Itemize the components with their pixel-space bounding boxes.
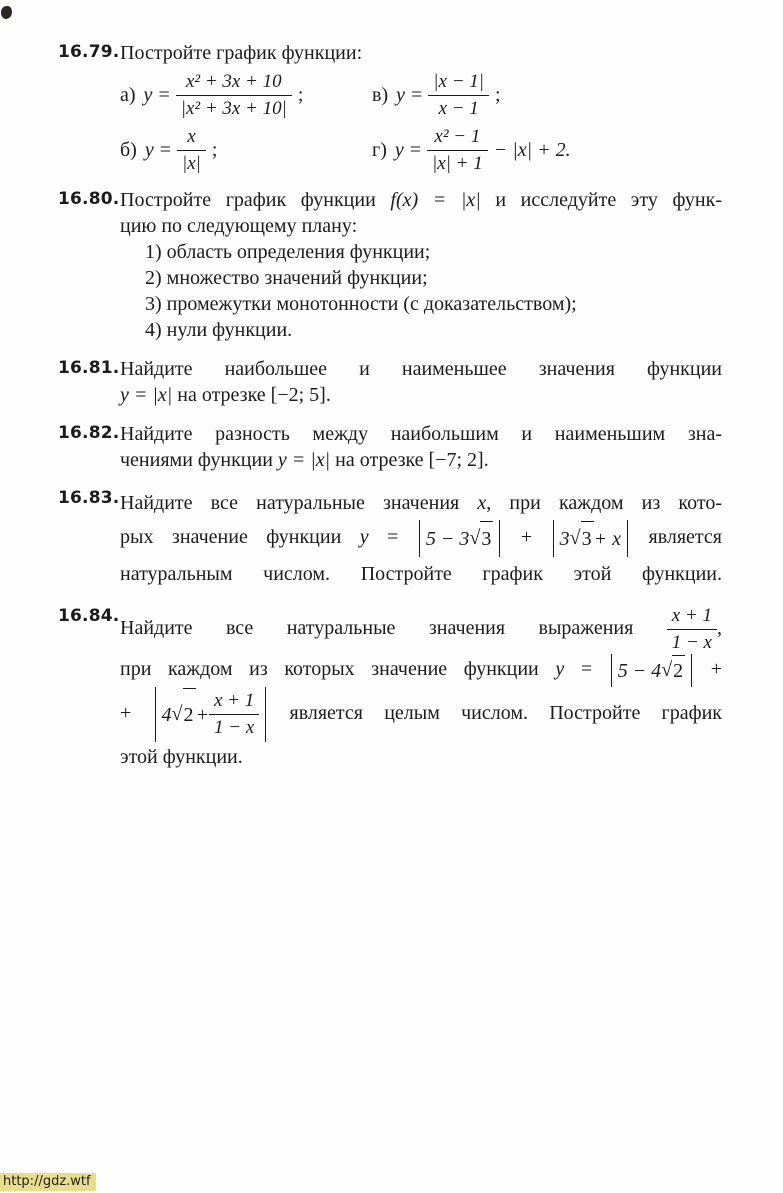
text-segment: является целым числом. Постройте график bbox=[289, 702, 723, 725]
numerator: x + 1 bbox=[209, 690, 259, 715]
text-line bbox=[120, 447, 722, 473]
fraction bbox=[428, 71, 489, 120]
text-line: цию по следующему плану: bbox=[120, 215, 358, 238]
numerator: |x − 1| bbox=[428, 71, 489, 96]
sqrt-radical bbox=[469, 521, 493, 556]
math-var: y bbox=[359, 526, 369, 549]
problem-title: Постройте график функции: bbox=[120, 42, 363, 64]
equals-sign: = bbox=[387, 526, 399, 549]
denominator: |x| + 1 bbox=[432, 152, 483, 174]
punctuation: ; bbox=[494, 83, 501, 106]
problem-number: 16.83. bbox=[58, 488, 120, 509]
punctuation: ; bbox=[297, 83, 304, 106]
problem-16-80 bbox=[58, 187, 722, 343]
text-segment: чениями функции bbox=[120, 449, 273, 472]
abs-group bbox=[611, 654, 692, 687]
problem-16-82 bbox=[58, 421, 722, 473]
numerator: x + 1 bbox=[667, 605, 717, 630]
equals-sign: = bbox=[411, 83, 423, 106]
math-segment: + bbox=[195, 703, 209, 726]
text-line: натуральным числом. Постройте график этой функции. bbox=[120, 563, 722, 586]
math-segment: 5 − 3 bbox=[425, 527, 470, 550]
plus-sign: + bbox=[710, 658, 723, 681]
problem-16-84 bbox=[58, 604, 722, 772]
math-inline: y = |x| bbox=[120, 384, 173, 407]
punctuation: ; bbox=[211, 138, 218, 161]
equals-sign: = bbox=[158, 83, 170, 106]
text-segment: при каждом из которых значение функции bbox=[120, 658, 539, 681]
radical-sign: √ bbox=[469, 527, 481, 550]
problem-body bbox=[120, 486, 722, 591]
equals-sign: = bbox=[159, 138, 172, 161]
plan-list bbox=[145, 239, 722, 343]
text-segment: на отрезке [−7; 2]. bbox=[335, 449, 489, 472]
math-segment: 4 bbox=[161, 703, 172, 726]
problem-body bbox=[120, 356, 722, 408]
math-var: y bbox=[396, 83, 405, 106]
math-var: y bbox=[143, 83, 153, 106]
text-line bbox=[120, 382, 722, 408]
formula-b bbox=[120, 126, 372, 175]
plus-sign: + bbox=[520, 526, 533, 549]
text-line bbox=[120, 604, 722, 654]
list-item: 1) область определения функции; bbox=[145, 241, 431, 264]
list-item: 3) промежутки монотонности (с доказательством); bbox=[145, 293, 577, 316]
problem-number: 16.80. bbox=[58, 189, 120, 210]
math-tail: − |x| + 2. bbox=[493, 138, 571, 161]
fraction bbox=[176, 71, 292, 120]
denominator: 1 − x bbox=[671, 632, 712, 654]
text-line: Найдите разность между наибольшим и наименьшим зна- bbox=[120, 423, 722, 446]
problem-body bbox=[120, 40, 722, 174]
math-var: y bbox=[144, 138, 154, 161]
sqrt-radical bbox=[172, 688, 196, 741]
math-segment: 3 bbox=[559, 527, 570, 550]
problem-16-83 bbox=[58, 486, 722, 591]
item-label: г) bbox=[372, 138, 387, 161]
text-segment: Постройте график функции bbox=[120, 189, 376, 212]
formula-v bbox=[372, 71, 571, 120]
problem-16-81 bbox=[58, 356, 722, 408]
denominator: |x| bbox=[182, 152, 201, 174]
problem-number: 16.81. bbox=[58, 358, 120, 379]
math-inline: y = |x| bbox=[277, 449, 331, 472]
list-item: 2) множество значений функции; bbox=[145, 267, 428, 290]
formula-grid bbox=[120, 71, 722, 174]
text-segment: на отрезке [−2; 5]. bbox=[177, 384, 331, 407]
math-line bbox=[120, 520, 722, 557]
problem-body bbox=[120, 421, 722, 473]
radical-sign: √ bbox=[171, 703, 183, 726]
math-inline: f(x) = |x| bbox=[390, 189, 481, 212]
fraction bbox=[209, 690, 259, 739]
text-segment: является bbox=[648, 526, 722, 549]
math-line bbox=[120, 687, 722, 742]
radicand: 2 bbox=[672, 655, 685, 686]
numerator: x² − 1 bbox=[427, 126, 488, 151]
text-segment: рых значение функции bbox=[120, 526, 342, 549]
radicand: 3 bbox=[480, 521, 493, 556]
watermark-link[interactable]: http://gdz.wtf bbox=[0, 1173, 96, 1191]
sqrt-radical bbox=[570, 521, 594, 556]
math-segment: + x bbox=[593, 527, 622, 550]
formula-a bbox=[120, 71, 372, 120]
text-segment: Найдите все натуральные значения bbox=[120, 492, 460, 515]
denominator: x − 1 bbox=[438, 97, 479, 119]
radical-sign: √ bbox=[661, 659, 673, 682]
list-item: 4) нули функции. bbox=[145, 319, 293, 342]
problem-body bbox=[120, 187, 722, 343]
abs-group bbox=[553, 520, 628, 557]
problem-number: 16.79. bbox=[58, 42, 120, 62]
text-line: Найдите наибольшее и наименьшее значения функции bbox=[120, 358, 722, 381]
plus-sign: + bbox=[120, 702, 132, 725]
sqrt-radical bbox=[661, 655, 685, 686]
math-segment: 5 − 4 bbox=[617, 659, 662, 682]
text-line: этой функции. bbox=[120, 746, 243, 769]
fraction bbox=[177, 126, 206, 175]
fraction bbox=[427, 126, 488, 175]
equals-sign: = bbox=[580, 658, 593, 681]
text-line bbox=[120, 187, 722, 213]
formula-g bbox=[372, 126, 571, 175]
problem-number: 16.84. bbox=[58, 606, 120, 627]
text-segment: , при каждом из кото- bbox=[486, 492, 722, 515]
problem-number: 16.82. bbox=[58, 423, 120, 444]
equals-sign: = bbox=[409, 138, 422, 161]
math-var: y bbox=[394, 138, 404, 161]
abs-group bbox=[419, 520, 500, 557]
radicand: 3 bbox=[581, 521, 594, 556]
denominator: |x² + 3x + 10| bbox=[180, 97, 287, 119]
problem-body bbox=[120, 604, 722, 772]
text-line bbox=[120, 486, 722, 520]
fraction bbox=[667, 605, 717, 654]
punctuation: , bbox=[717, 617, 722, 640]
math-line bbox=[120, 654, 722, 687]
text-segment: и исследуйте эту функ- bbox=[495, 189, 723, 212]
denominator: 1 − x bbox=[214, 717, 255, 739]
radicand: 2 bbox=[183, 688, 196, 741]
abs-group bbox=[155, 687, 267, 742]
radical-sign: √ bbox=[569, 527, 581, 550]
math-var: y bbox=[555, 658, 565, 681]
text-segment: Найдите все натуральные значения выражения bbox=[120, 617, 634, 640]
numerator: x² + 3x + 10 bbox=[176, 71, 292, 96]
item-label: б) bbox=[120, 138, 137, 161]
item-label: а) bbox=[120, 83, 136, 106]
problem-16-79 bbox=[58, 40, 722, 174]
numerator: x bbox=[177, 126, 206, 151]
item-label: в) bbox=[372, 83, 389, 106]
math-var: x bbox=[477, 492, 487, 515]
